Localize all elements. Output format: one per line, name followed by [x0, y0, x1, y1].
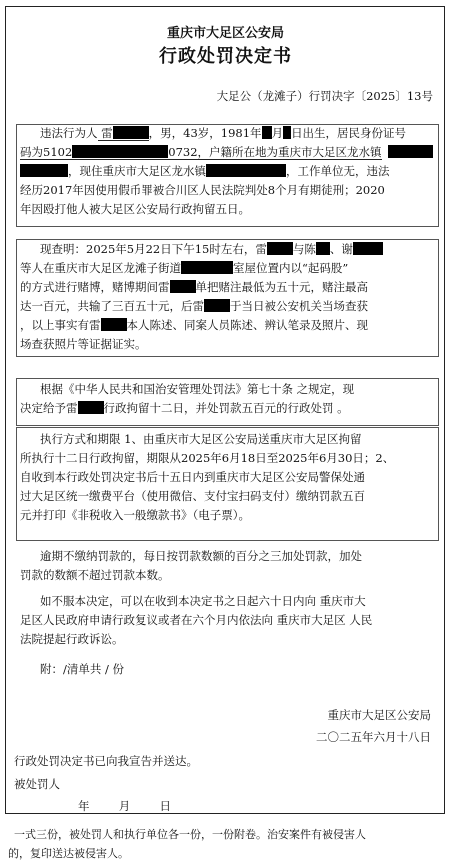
footer-note-2: 的，复印送达被侵害人。 [8, 847, 129, 860]
decision-line-1: 根据《中华人民共和国治安管理处罚法》第七十条 之规定，现 [40, 382, 355, 396]
fine-line-2: 罚款的数额不超过罚款本数。 [20, 568, 170, 582]
facts-line-4: 达一百元，共输了三百五十元，后雷 于当日被公安机关当场查获 [20, 299, 368, 313]
receipt-recipient-label: 被处罚人 [14, 777, 60, 791]
document-title: 行政处罚决定书 [159, 46, 292, 67]
signature-org: 重庆市大足区公安局 [327, 708, 431, 722]
appeal-line-2: 足区人民政府申请行政复议或者在六个月内依法向 重庆市大足区 人民 [20, 613, 373, 627]
facts-line-3: 的方式进行赌博，赌博期间雷 单把赌注最低为五十元，赌注最高 [20, 280, 368, 294]
facts-line-6: 场查获照片等证据证实。 [20, 337, 147, 351]
person-line-1: 违法行为人 雷 ，男，43岁，1981年 月 日出生，居民身份证号 [40, 126, 407, 140]
execution-line-3: 自收到本行政处罚决定书后十五日内到重庆市大足区公安局警保处通 [20, 470, 365, 484]
attachment-note: 附：/清单共 / 份 [40, 662, 125, 676]
facts-line-5: ，以上事实有雷 本人陈述、同案人员陈述、辨认笔录及照片、现 [20, 318, 368, 332]
decision-line-2: 决定给予雷 行政拘留十二日，并处罚款五百元的行政处罚 。 [20, 401, 349, 415]
execution-line-5: 元并打印《非税收入一般缴款书》（电子票）。 [20, 508, 250, 522]
person-line-5: 年因殴打他人被大足区公安局行政拘留五日。 [20, 202, 250, 216]
document-number: 大足公（龙滩子）行罚决字〔2025〕13号 [216, 89, 433, 103]
signature-date: 二〇二五年六月十八日 [316, 730, 431, 744]
person-line-3: ，现住重庆市大足区龙水镇 ，工作单位无，违法 [20, 162, 390, 181]
execution-line-2: 所执行十二日行政拘留，期限从2025年6月18日至2025年6月30日；2、 [20, 451, 395, 465]
person-line-4: 经历2017年因使用假币罪被合川区人民法院判处8个月有期徒刑；2020 [20, 183, 385, 197]
receipt-statement: 行政处罚决定书已向我宣告并送达。 [14, 754, 198, 768]
person-line-2: 码为5102 0732，户籍所在地为重庆市大足区龙水镇 [20, 143, 433, 162]
facts-line-1: 现查明：2025年5月22日下午15时左右，雷 与陈 、谢 [40, 240, 383, 259]
footer-note-1: 一式三份，被处罚人和执行单位各一份，一份附卷。治安案件有被侵害人 [14, 828, 366, 841]
facts-line-2: 等人在重庆市大足区龙滩子街道 室屋位置内以“起码股” [20, 261, 349, 275]
execution-line-1: 执行方式和期限 1、由重庆市大足区公安局送重庆市大足区拘留 [40, 432, 362, 446]
receipt-date-blank: 年 月 日 [78, 799, 171, 813]
appeal-line-1: 如不服本决定，可以在收到本决定书之日起六十日内向 重庆市大 [40, 594, 366, 608]
execution-line-4: 过大足区统一缴费平台（使用微信、支付宝扫码支付）缴纳罚款五百 [20, 489, 365, 503]
fine-line-1: 逾期不缴纳罚款的，每日按罚款数额的百分之三加处罚款，加处 [40, 549, 362, 563]
issuing-org: 重庆市大足区公安局 [166, 26, 284, 41]
appeal-line-3: 法院提起行政诉讼。 [20, 632, 124, 646]
